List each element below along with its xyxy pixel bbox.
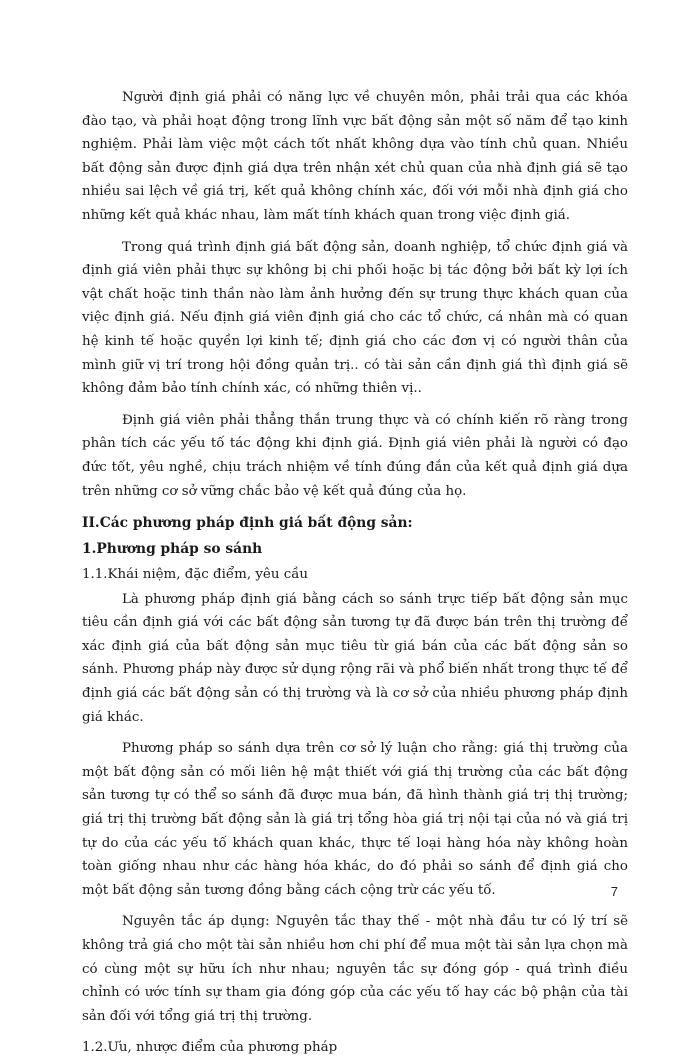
paragraph-definition: Là phương pháp định giá bằng cách so sánh trực tiếp bất động sản mục tiêu cần định giá với các bất động sản tương tự đã được bán trên thị trường để xác định giá của bất động sản mục tiêu từ giá bán của các bất động sản so sánh. Phương pháp này được sử dụng rộng rãi và phổ biến nhất trong thực tế để định giá các bất động sản có thị trường và là cơ sở của nhiều phương pháp định giá khác. (82, 591, 628, 725)
method-heading: 1.Phương pháp so sánh (82, 541, 263, 558)
paragraph-principles: Nguyên tắc áp dụng: Nguyên tắc thay thế - một nhà đầu tư có lý trí sẽ không trả giá cho một tài sản nhiều hơn chi phí để mua một tài sản lựa chọn mà có cùng một sự hữu ích như nhau; nguyên tắc sự đóng góp - quá trình điều chỉnh có ước tính sự tham gia đóng góp của các yếu tố hay các bộ phận của tài sản đối với tổng giá trị thị trường. (82, 914, 628, 1024)
subheading-pros-cons: 1.2.Ưu, nhược điểm của phương pháp (82, 1040, 338, 1056)
paragraph-qualification: Người định giá phải có năng lực về chuyên môn, phải trải qua các khóa đào tạo, và phải hoạt động trong lĩnh vực bất động sản một số năm để tạo kinh nghiệm. Phải làm việc một cách tốt nhất không dựa vào tính chủ quan. Nhiều bất động sản được định giá dựa trên nhận xét chủ quan của nhà định giá sẽ tạo nhiều sai lệch về giá trị, kết quả không chính xác, đối với mỗi nhà định giá cho những kết quả khác nhau, làm mất tính khách quan trong việc định giá. (82, 90, 628, 223)
paragraph-independence: Trong quá trình định giá bất động sản, doanh nghiệp, tổ chức định giá và định giá viên phải thực sự không bị chi phối hoặc bị tác động bởi bất kỳ lợi ích vật chất hoặc tinh thần nào làm ảnh hưởng đến sự trung thực khách quan của việc định giá. Nếu định giá viên định giá cho các tổ chức, cá nhân mà có quan hệ kinh tế hoặc quyền lợi kinh tế; định giá cho các đơn vị có người thân của mình giữ vị trí trong hội đồng quản trị.. có tài sản cần định giá thì định giá sẽ không đảm bảo tính chính xác, có những thiên vị.. (82, 239, 628, 397)
section-heading: II.Các phương pháp định giá bất động sản: (82, 515, 413, 532)
paragraph-integrity: Định giá viên phải thẳng thắn trung thực và có chính kiến rõ ràng trong phân tích các yếu tố tác động khi định giá. Định giá viên phải là người có đạo đức tốt, yêu nghề, chịu trách nhiệm về tính đúng đắn của kết quả định giá dựa trên những cơ sở vững chắc bảo vệ kết quả đúng của họ. (82, 412, 628, 499)
subheading-concept: 1.1.Khái niệm, đặc điểm, yêu cầu (82, 567, 309, 583)
page-content (82, 86, 628, 1061)
paragraph-theory: Phương pháp so sánh dựa trên cơ sở lý luận cho rằng: giá thị trường của một bất động sản có mối liên hệ mật thiết với giá thị trường của các bất động sản tương tự có thể so sánh đã được mua bán, đã hình thành giá trị thị trường; giá trị thị trường bất động sản là giá trị tổng hòa giá trị nội tại của nó và giá trị tự do của các yếu tố khách quan khác, thực tế loại hàng hóa này không hoàn toàn giống nhau như các hàng hóa khác, do đó phải so sánh để định giá cho một bất động sản tương đồng bằng cách cộng trừ các yếu tố. (82, 741, 628, 898)
page-number: 7 (610, 884, 618, 899)
